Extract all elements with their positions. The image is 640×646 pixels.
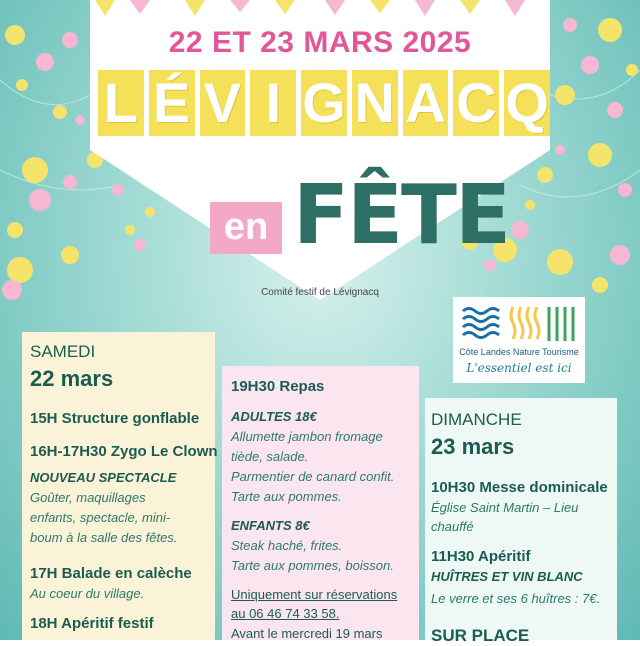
logo-tagline: L'essentiel est ici [466,361,572,375]
sunday-panel [425,398,617,645]
organizer-credit: Comité festif de Lévignacq [261,287,379,298]
event-highlight: NOUVEAU SPECTACLE [30,470,177,485]
en-badge: en [210,202,282,254]
reservation-deadline: Avant le mercredi 19 mars [231,626,383,641]
meal-title: 19H30 Repas [231,378,325,395]
menu-line: Parmentier de canard confit. [231,469,395,484]
event-title: 11H30 Apéritif [431,548,531,565]
event-detail: chauffé [431,519,474,534]
waves-icon [461,303,577,343]
adults-price: ADULTES 18€ [231,409,317,424]
title-letter: Q [505,71,549,134]
on-site-heading: SUR PLACE [431,626,530,645]
title-letter: L [98,70,144,136]
event-detail: enfants, spectacle, mini- [30,510,171,525]
village-title [98,70,550,142]
logo-name: Côte Landes Nature Tourisme [459,347,579,357]
menu-line: Steak haché, frites. [231,538,343,553]
event-detail: Goûter, maquillages [30,490,146,505]
tourism-logo [453,297,585,383]
reservation-phone: au 06 46 74 33 58. [231,606,340,621]
menu-line: Tarte aux pommes, boisson. [231,558,394,573]
day-label: DIMANCHE [431,410,522,429]
bunting-flags [90,0,550,22]
event-detail: Église Saint Martin – Lieu [431,500,579,515]
meal-panel [222,366,419,640]
title-letter: É [149,70,195,136]
event-detail: Au coeur du village. [30,586,145,601]
menu-line: tiède, salade. [231,449,309,464]
title-letter: I [250,70,296,136]
day-date: 23 mars [431,434,515,459]
saturday-panel [22,332,218,640]
fete-heading: FÊTE [293,168,509,263]
title-letter: V [200,70,246,136]
event-title: 15H Structure gonflable [30,410,200,427]
title-letter: C [453,70,499,136]
event-title: 17H Balade en calèche [30,565,192,582]
event-title: 10H30 Messe dominicale [431,479,608,496]
event-detail: boum à la salle des fêtes. [30,530,178,545]
title-letter: G [302,71,346,134]
event-detail: Le verre et ses 6 huîtres : 7€. [431,591,601,606]
day-date: 22 mars [30,366,114,391]
event-title: 16H-17H30 Zygo Le Clown [30,443,218,460]
reservation-note: Uniquement sur réservations [231,587,398,602]
title-letter: A [403,70,449,136]
menu-line: Allumette jambon fromage [231,429,383,444]
event-highlight: HUÎTRES ET VIN BLANC [431,569,583,584]
day-label: SAMEDI [30,342,96,361]
kids-price: ENFANTS 8€ [231,518,310,533]
event-date: 22 ET 23 MARS 2025 [168,26,472,59]
title-letter: N [352,70,398,136]
event-title: 18H Apéritif festif [30,615,154,632]
menu-line: Tarte aux pommes. [231,489,342,504]
